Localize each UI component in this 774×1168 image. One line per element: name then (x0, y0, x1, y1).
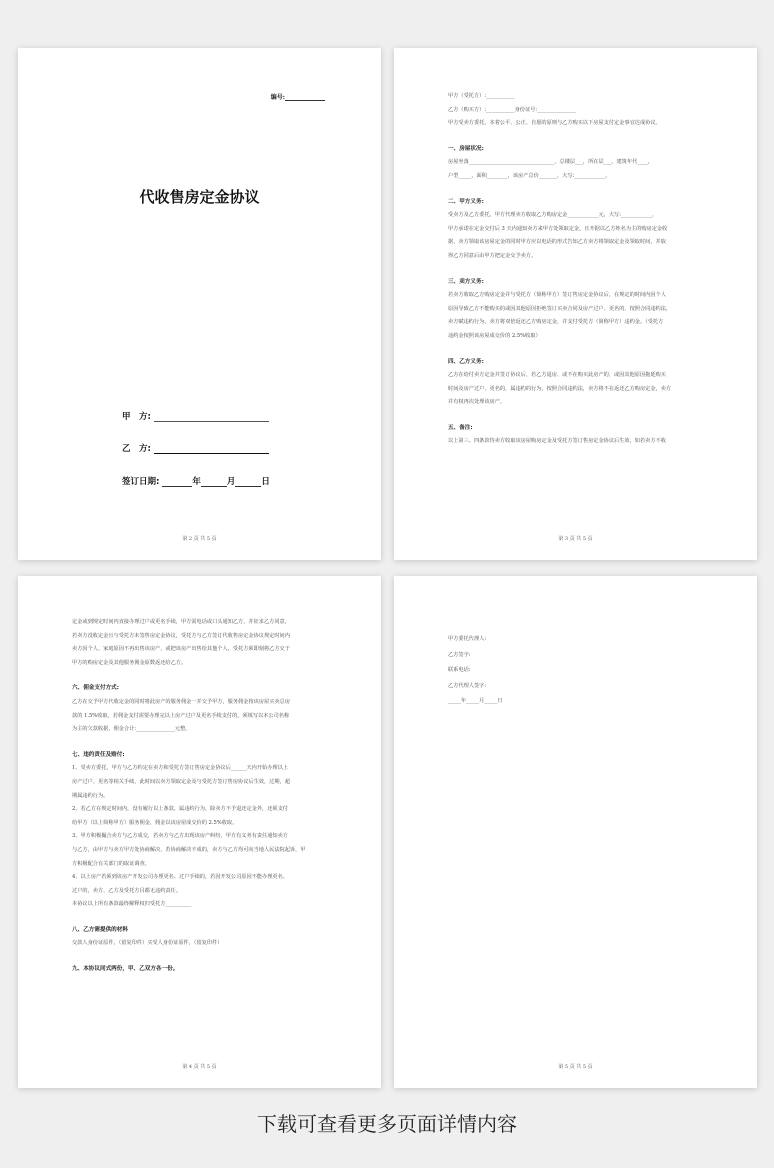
year-label: 年 (192, 477, 201, 487)
section-heading: 六、佣金支付方式: (72, 685, 119, 692)
more-pages-caption: 下载可查看更多页面详情内容 (257, 1112, 517, 1136)
section-heading: 九、本协议同式两份，甲、乙双方各一份。 (72, 966, 179, 973)
section-heading: 二、甲方义务: (448, 198, 484, 205)
body-line: 户型_____，面积________，该房产总价_______，大写:____________。 (448, 172, 611, 179)
party-a-blank (154, 414, 269, 422)
section-heading: 一、房屋状况: (448, 145, 484, 152)
body-line: 甲方委托代理人: (448, 636, 487, 642)
code-blank (285, 95, 325, 101)
section-heading: 五、备注: (448, 424, 473, 431)
body-line: 据，卖方领取该房屋定金的同时甲方应以电话的形式告知乙方卖方将领取定金及领取时间，并取 (448, 239, 666, 246)
body-line: _____年_____月_____日 (448, 698, 503, 704)
body-line: 违约金按照该房屋成交价的 2.5%收取） (448, 332, 541, 339)
sign-date-label: 签订日期: (122, 477, 160, 487)
body-line: 若卖方收取乙方购房定金并与受托方（简称甲方）签订售房定金协议后，在规定的时间内因个人 (448, 292, 666, 299)
page-number: 第 2 页 共 5 页 (182, 536, 217, 542)
body-line: 时间及房产过户、更名的，属违约的行为，按照合同违约法，卖方将不在返还乙方购房定金，卖方 (448, 385, 672, 392)
body-line: 乙方代理人签字: (448, 682, 487, 689)
party-b-label: 乙 方: (122, 444, 151, 454)
body-line: 3、甲方积极撮合卖方与乙方成交，若卖方与乙方出现该房产纠纷，甲方有义务有责任通知卖方 (72, 833, 288, 840)
body-line: 以上第三、四条款待卖方收取该房屋购房定金及受托方签订售房定金协议后生效，如若卖方不收 (448, 438, 666, 445)
section-heading: 四、乙方义务: (448, 358, 484, 365)
document-page-cover (18, 48, 381, 560)
body-line: 交款人身份证原件，（留复印件）买受人身份证原件，（留复印件） (72, 940, 223, 947)
body-line: 房屋坐落_________________________________，总楼层___，所在层___，建筑年代____， (448, 159, 653, 166)
body-line: 房产过户、更名等相关手续，此时间以卖方领取定金及与受托方签订售房协议后生效，过期，超 (72, 778, 290, 785)
body-line: 2、若乙方在规定时间内，没有履行以上条款，属违约行为，除卖方不予退还定金外，还须支付 (72, 806, 288, 813)
page-number: 第 4 页 共 5 页 (182, 1064, 217, 1070)
body-line: 期属违约行为。 (72, 792, 109, 799)
year-blank (162, 479, 192, 487)
page-4-body (448, 632, 709, 710)
body-line: 原因导致乙方不能购买的或因其他原因拒绝签订买卖合同及房产过户、更名的，按照合同违约法， (448, 305, 672, 312)
body-line: 4、以上房产若须到该房产开发公司办理更名、过户手续的，若因开发公司原因不能办理更名、 (72, 874, 288, 881)
sign-date-row (122, 475, 270, 487)
code-label: 编号: (270, 94, 285, 101)
document-code (271, 92, 325, 101)
section-heading: 八、乙方需提供的材料 (72, 926, 128, 933)
body-line: 乙方在交予甲方代收定金的同时将此房产的服务佣金一并交予甲方，服务佣金按该房屋买卖总房 (72, 698, 290, 705)
party-b-row (122, 442, 269, 454)
body-line: 得乙方同意后由甲方把定金交予卖方。 (448, 252, 537, 259)
body-line: 甲方的购房定金及其他服务佣金原数返还给乙方。 (72, 659, 187, 666)
body-line: 定金或到规定时间内直接办理过户或更名手续，甲方需电话或口头通知乙方，并征求乙方同意， (72, 619, 290, 625)
body-line: 款的 1.5%收取，若佣金支付需要办理完以上房产过户及更名手续支付的，须填写以本公司名称 (72, 712, 290, 719)
body-line: 甲方（受托方）:___________ (448, 93, 515, 99)
day-label: 日 (261, 477, 270, 487)
month-label: 月 (226, 477, 236, 487)
party-a-label: 甲 方: (122, 412, 151, 422)
body-line: 过户的，卖方、乙方及受托方目都无违约责任。 (72, 887, 181, 894)
party-a-row (122, 410, 269, 422)
body-line: 卖方赋违约行为，卖方将双倍返还乙方购房定金，并支付受托方（简称甲方）违约金。（受托方 (448, 319, 664, 326)
body-line: 与乙方，由甲方与卖方甲方处协商解决，若协商解决不成的，卖方与乙方均可向当地人民法院起诉，甲 (72, 846, 306, 853)
month-blank (201, 479, 227, 487)
body-line: 乙方在给付卖方定金并签订协议后，若乙方退房、或不在购买此房产的，或因其他原因拖延购买 (448, 372, 666, 379)
page-number: 第 3 页 共 5 页 (558, 536, 593, 542)
document-page-2 (394, 48, 757, 560)
section-heading: 三、卖方义务: (448, 278, 484, 285)
document-page-4 (394, 576, 757, 1088)
body-line: 甲方受卖方委托，本着公平、公正、自愿的原则与乙方购买以下房屋支付定金事宜达成协议。 (448, 120, 661, 127)
document-page-3 (18, 576, 381, 1088)
body-line: 乙方（购买方）:___________身份证号:_______________ (448, 106, 576, 113)
body-line: 受卖方及乙方委托，甲方代理卖方收取乙方购房定金____________元，大写:____________， (448, 212, 658, 219)
page-number: 第 5 页 共 5 页 (558, 1064, 593, 1070)
body-line: 联系电话: (448, 667, 471, 673)
page-2-body (448, 90, 709, 449)
body-line: 卖方因个人、家庭原因不再出售该房产，或把该房产出售给其他个人，受托方须即刻将乙方交于 (72, 646, 290, 653)
document-title: 代收售房定金协议 (139, 188, 260, 206)
day-blank (235, 479, 261, 487)
body-line: 并有权再次处理该房产。 (448, 399, 506, 406)
body-line: 乙方签字: (448, 651, 471, 658)
body-line: 方积极配合有关部门的取证调查。 (72, 860, 150, 867)
body-line: 甲方承诺在定金交付后 3 天内通知卖方来甲方处领取定金，且开据以乙方姓名为主的购房定金收 (448, 225, 668, 232)
body-line: 为主的欠款收据，佣金合计:_______________元整。 (72, 726, 191, 733)
body-line: 本协议以上所有条款最终解释权归受托方__________ (72, 901, 192, 908)
page-3-body (72, 616, 333, 977)
body-line: 若卖方没收定金且与受托方未签售房定金协议，受托方与乙方签订代收售房定金协议规定时间内 (72, 632, 290, 639)
section-heading: 七、违约责任及赔付: (72, 751, 125, 758)
body-line: 1、受卖方委托，甲方与乙方约定在卖方和受托方签订售房定金协议后______天内开始办理以上 (72, 765, 288, 772)
body-line: 给甲方（以上简称甲方）服务佣金，佣金以该房屋成交价的 2.5%收取。 (72, 819, 238, 826)
party-b-blank (154, 446, 269, 454)
